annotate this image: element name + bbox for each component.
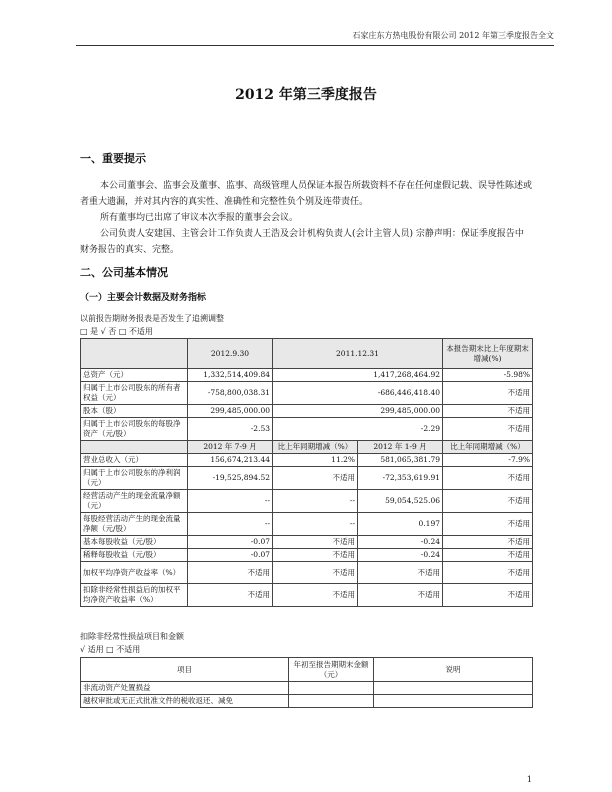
table-header-row	[81, 339, 533, 369]
table-cell: 不适用	[273, 467, 358, 490]
table-row	[81, 562, 533, 584]
table-cell: 不适用	[443, 513, 533, 536]
row-label: 股本（股）	[81, 405, 188, 418]
row-label: 营业总收入（元）	[81, 454, 188, 467]
subsection-heading-accounting: （一）主要会计数据及财务指标	[80, 293, 207, 303]
page-number: 1	[526, 775, 532, 784]
table-cell: -72,353,619.91	[358, 467, 443, 490]
table-cell: 299,485,000.00	[273, 405, 443, 418]
table-cell: 不适用	[358, 562, 443, 584]
header-cell	[81, 339, 188, 369]
table-cell: 0.197	[358, 513, 443, 536]
header-cell: 2012.9.30	[188, 339, 273, 369]
row-label: 每股经营活动产生的现金流量净额（元/股）	[81, 513, 188, 536]
header-cell: 2012 年 1-9 月	[358, 441, 443, 454]
nonrecurring-options: √ 适用 □ 不适用	[80, 645, 141, 654]
table-row	[81, 405, 533, 418]
table-cell: 581,065,381.79	[358, 454, 443, 467]
table-cell: 不适用	[443, 584, 533, 607]
financial-indicators-table	[80, 338, 533, 607]
table-cell	[289, 695, 374, 708]
header-cell: 项目	[81, 658, 289, 682]
table-cell: --	[273, 490, 358, 513]
table-cell: 1,417,268,464.92	[273, 369, 443, 382]
table-row	[81, 467, 533, 490]
row-label: 经营活动产生的现金流量净额（元）	[81, 490, 188, 513]
table-cell: 299,485,000.00	[188, 405, 273, 418]
table-cell: 不适用	[273, 562, 358, 584]
row-label: 扣除非经常性损益后的加权平均净资产收益率（%）	[81, 584, 188, 607]
table-row	[81, 682, 533, 695]
row-label: 越权审批或无正式批准文件的税收返还、减免	[81, 695, 289, 708]
row-label: 归属于上市公司股东的净利润（元）	[81, 467, 188, 490]
table-row	[81, 536, 533, 549]
header-cell	[81, 441, 188, 454]
table-cell: 不适用	[443, 382, 533, 405]
table-row	[81, 454, 533, 467]
table-cell: 11.2%	[273, 454, 358, 467]
table-row	[81, 584, 533, 607]
table-cell	[374, 682, 533, 695]
table-cell: 不适用	[188, 562, 273, 584]
table-cell: -0.07	[188, 536, 273, 549]
table-cell: 不适用	[273, 549, 358, 562]
row-label: 加权平均净资产收益率（%）	[81, 562, 188, 584]
row-label: 基本每股收益（元/股）	[81, 536, 188, 549]
table-cell: 59,054,525.06	[358, 490, 443, 513]
table-cell: --	[273, 513, 358, 536]
table-cell: 不适用	[443, 549, 533, 562]
table-cell: 不适用	[273, 536, 358, 549]
header-cell: 年初至报告期期末金额（元）	[289, 658, 374, 682]
table-cell: 不适用	[358, 584, 443, 607]
adjustment-options: □ 是 √ 否 □ 不适用	[80, 327, 153, 336]
table-row	[81, 418, 533, 441]
table-cell: 1,332,514,409.84	[188, 369, 273, 382]
header-cell: 说明	[374, 658, 533, 682]
table-cell: -5.98%	[443, 369, 533, 382]
nonrecurring-table	[80, 657, 533, 708]
table-row	[81, 695, 533, 708]
section-heading-important: 一、重要提示	[80, 152, 146, 165]
table-cell: -19,525,894.52	[188, 467, 273, 490]
table-header-row	[81, 441, 533, 454]
table-cell: 不适用	[443, 418, 533, 441]
table-header-row	[81, 658, 533, 682]
table-cell	[289, 682, 374, 695]
table-cell: -7.9%	[443, 454, 533, 467]
table-cell: -0.24	[358, 536, 443, 549]
table-cell: --	[188, 513, 273, 536]
row-label: 稀释每股收益（元/股）	[81, 549, 188, 562]
table-row	[81, 369, 533, 382]
header-cell: 2012 年 7-9 月	[188, 441, 273, 454]
table-cell: -0.07	[188, 549, 273, 562]
table-cell	[374, 695, 533, 708]
table-cell: 不适用	[188, 584, 273, 607]
nonrecurring-label: 扣除非经常性损益项目和金额	[80, 632, 184, 641]
header-rule	[76, 45, 554, 46]
table-cell: -758,800,038.31	[188, 382, 273, 405]
table-cell: 不适用	[273, 584, 358, 607]
row-label: 总资产（元）	[81, 369, 188, 382]
table-cell: -2.29	[273, 418, 443, 441]
notice-paragraph-2: 所有董事均已出席了审议本次季报的董事会会议。	[100, 213, 299, 223]
table-cell: 不适用	[443, 536, 533, 549]
document-title: 2012 年第三季度报告	[235, 87, 377, 103]
table-cell: 不适用	[443, 405, 533, 418]
table-row	[81, 490, 533, 513]
header-cell: 本报告期末比上年度期末增减(%)	[443, 339, 533, 369]
table-cell: 156,674,213.44	[188, 454, 273, 467]
table-row	[81, 513, 533, 536]
section-heading-basic: 二、公司基本情况	[80, 266, 168, 279]
row-label: 非流动资产处置损益	[81, 682, 289, 695]
table-cell: -686,446,418.40	[273, 382, 443, 405]
table-cell: -2.53	[188, 418, 273, 441]
notice-paragraph-3: 公司负责人安建国、主管会计工作负责人王浩及会计机构负责人(会计主管人员) 宗静声明：保证季度报告中财务报告的真实、完整。	[80, 229, 524, 255]
adjustment-question: 以前报告期财务报表是否发生了追溯调整	[80, 314, 224, 323]
page-header: 石家庄东方热电股份有限公司 2012 年第三季度报告全文	[352, 31, 554, 40]
header-cell: 比上年同期增减（%）	[443, 441, 533, 454]
table-cell: --	[188, 490, 273, 513]
header-cell: 比上年同期增减（%）	[273, 441, 358, 454]
table-row	[81, 549, 533, 562]
table-cell: 不适用	[443, 467, 533, 490]
table-cell: -0.24	[358, 549, 443, 562]
header-cell: 2011.12.31	[273, 339, 443, 369]
table-cell: 不适用	[443, 490, 533, 513]
table-cell: 不适用	[443, 562, 533, 584]
row-label: 归属于上市公司股东的每股净资产（元/股）	[81, 418, 188, 441]
notice-paragraph-1: 本公司董事会、监事会及董事、监事、高级管理人员保证本报告所载资料不存在任何虚假记载、误导性陈述或者重大遗漏，并对其内容的真实性、准确性和完整性负个别及连带责任。	[80, 181, 533, 207]
table-row	[81, 382, 533, 405]
row-label: 归属于上市公司股东的所有者权益（元）	[81, 382, 188, 405]
